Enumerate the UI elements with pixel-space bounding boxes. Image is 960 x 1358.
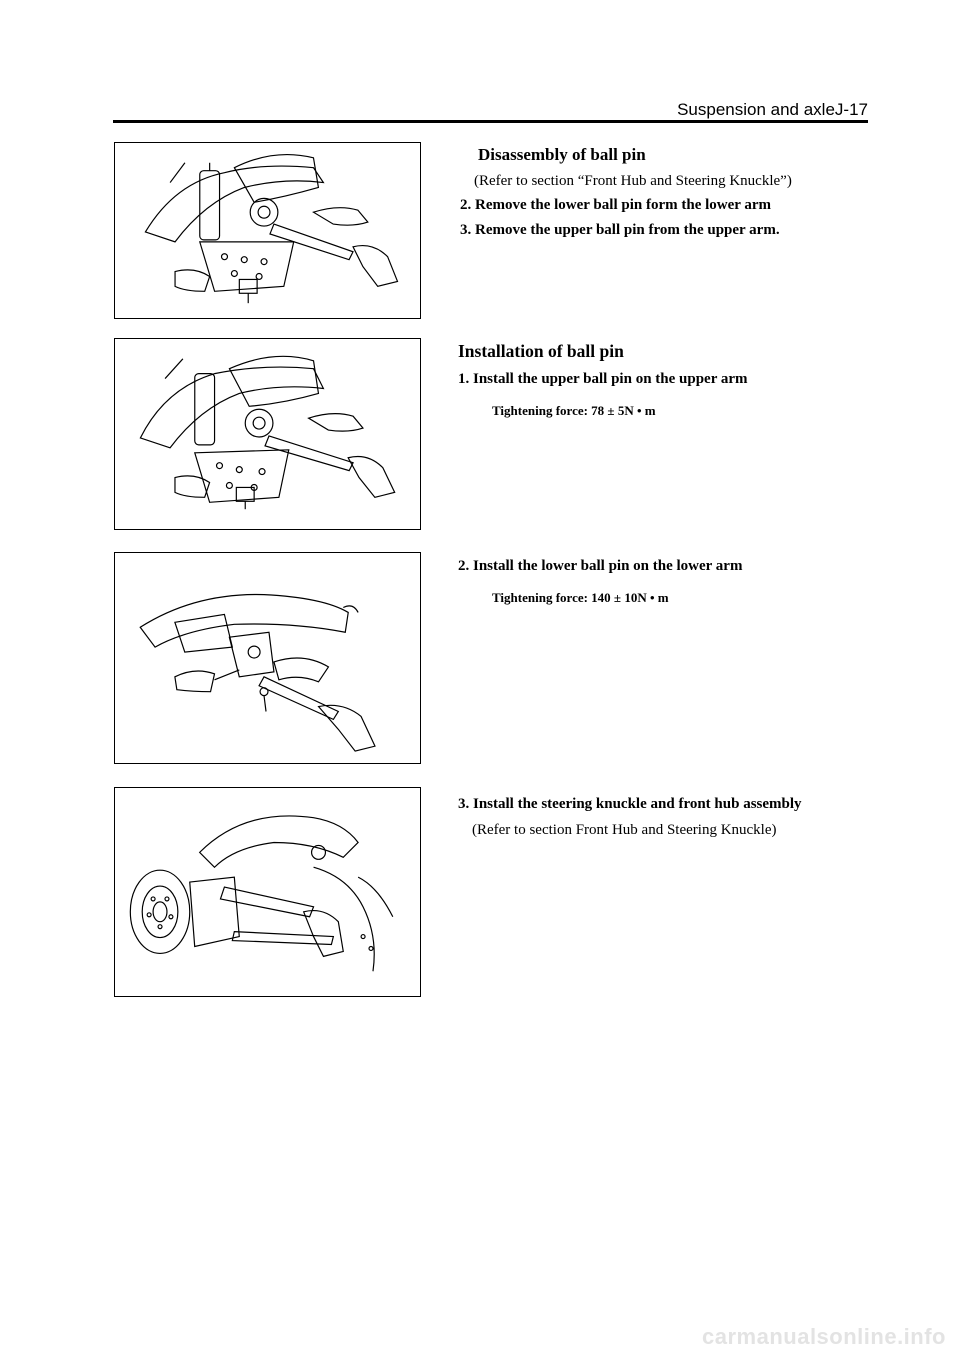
disassembly-step-2: 2. Remove the lower ball pin form the lower arm bbox=[460, 197, 772, 213]
figure-ball-pin-removal bbox=[114, 142, 421, 319]
installation-step-3-reference-note: (Refer to section Front Hub and Steering Knuckle) bbox=[472, 822, 777, 838]
suspension-illustration-2 bbox=[115, 339, 420, 529]
suspension-illustration-4 bbox=[115, 788, 420, 996]
installation-step-2-torque: Tightening force: 140 ± 10N • m bbox=[492, 590, 669, 605]
disassembly-title: Disassembly of ball pin bbox=[478, 145, 646, 164]
installation-step-3: 3. Install the steering knuckle and front hub assembly bbox=[458, 796, 802, 812]
page-header-title: Suspension and axleJ-17 bbox=[677, 100, 868, 119]
installation-title: Installation of ball pin bbox=[458, 341, 624, 361]
figure-steering-knuckle-hub bbox=[114, 787, 421, 997]
figure-lower-ball-pin-install bbox=[114, 552, 421, 764]
figure-upper-ball-pin-install bbox=[114, 338, 421, 530]
suspension-illustration-3 bbox=[115, 553, 420, 763]
installation-step-1-torque: Tightening force: 78 ± 5N • m bbox=[492, 403, 656, 418]
installation-step-1: 1. Install the upper ball pin on the upper arm bbox=[458, 371, 748, 387]
installation-step-2: 2. Install the lower ball pin on the lower arm bbox=[458, 558, 743, 574]
suspension-illustration-1 bbox=[115, 143, 420, 318]
disassembly-step-3: 3. Remove the upper ball pin from the upper arm. bbox=[460, 222, 780, 238]
header-rule bbox=[113, 120, 868, 123]
watermark-text: carmanualsonline.info bbox=[702, 1324, 946, 1349]
disassembly-reference-note: (Refer to section “Front Hub and Steering Knuckle”) bbox=[474, 173, 792, 189]
